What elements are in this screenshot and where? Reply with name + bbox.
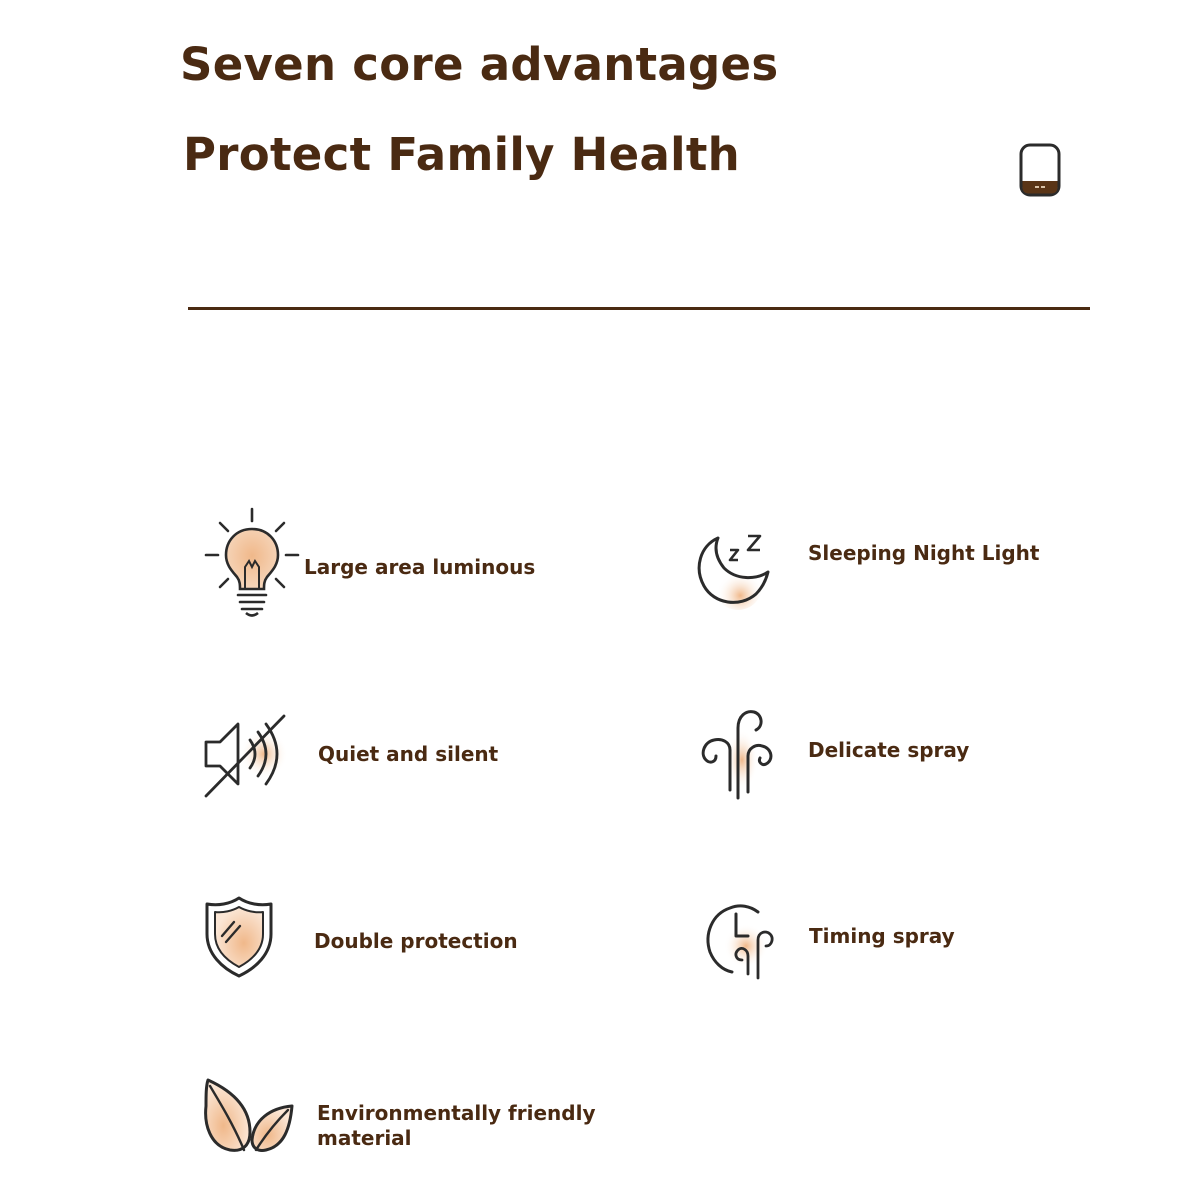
spray-mist-icon <box>694 704 778 800</box>
feature-label: Quiet and silent <box>318 742 499 766</box>
feature-label: Timing spray <box>809 924 955 948</box>
timer-spray-icon <box>700 900 782 982</box>
headline-line-1: Seven core advantages <box>180 38 779 91</box>
shield-icon <box>202 894 276 980</box>
feature-label: Double protection <box>314 929 518 953</box>
section-divider <box>188 307 1090 310</box>
headline-line-2: Protect Family Health <box>183 128 741 181</box>
feature-label: Sleeping Night Light <box>808 541 1040 565</box>
feature-label: Environmentally friendly material <box>317 1101 596 1150</box>
leaf-icon <box>200 1076 300 1156</box>
feature-label: Delicate spray <box>808 738 970 762</box>
lightbulb-icon <box>200 505 304 619</box>
humidifier-product-icon <box>1016 140 1064 200</box>
feature-label: Large area luminous <box>304 555 536 579</box>
mute-speaker-icon <box>196 710 296 800</box>
moon-sleep-icon <box>690 528 780 610</box>
